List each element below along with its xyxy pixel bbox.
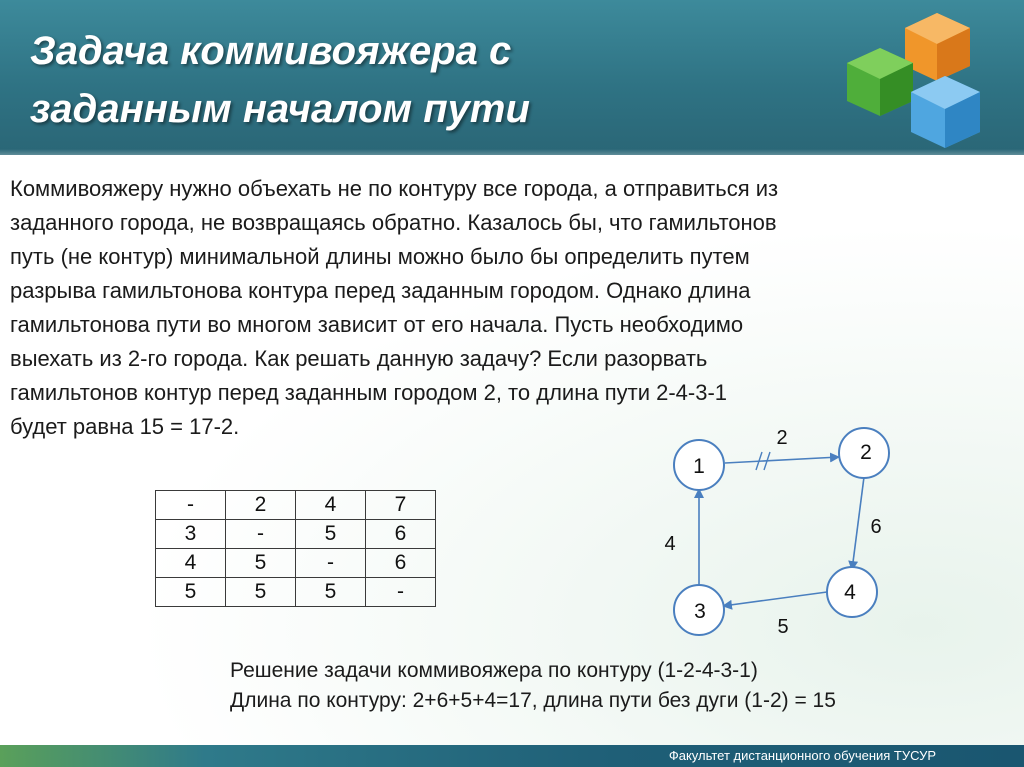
matrix-cell: - (366, 578, 436, 607)
solution-text (230, 656, 836, 716)
matrix-cell: - (226, 520, 296, 549)
solution-line-2: Длина по контуру: 2+6+5+4=17, длина пути без дуги (1-2) = 15 (230, 689, 836, 712)
footer-bar (0, 745, 1024, 767)
blue-cube-icon (911, 76, 980, 148)
matrix-row (156, 549, 436, 578)
orange-cube-icon (905, 13, 970, 81)
text-line: выехать из 2-го города. Как решать данную задачу? Если разорвать (10, 346, 708, 371)
text-line: разрыва гамильтонова контура перед заданным городом. Однако длина (10, 278, 751, 303)
problem-text (10, 172, 1010, 444)
matrix-cell: 6 (366, 520, 436, 549)
matrix-cell: 5 (226, 549, 296, 578)
node-label: 2 (860, 441, 872, 464)
text-line: заданного города, не возвращаясь обратно. Казалось бы, что гамильтонов (10, 210, 777, 235)
matrix-cell: 6 (366, 549, 436, 578)
edge-2-4 (852, 477, 864, 570)
matrix-cell: 4 (296, 491, 366, 520)
distance-matrix (155, 490, 436, 607)
matrix-row (156, 520, 436, 549)
matrix-cell: 5 (226, 578, 296, 607)
matrix-cell: 3 (156, 520, 226, 549)
title-line-2: заданным началом пути (30, 87, 530, 131)
text-line: гамильтонова пути во многом зависит от его начала. Пусть необходимо (10, 312, 744, 337)
edge-weight: 6 (870, 516, 882, 538)
matrix-cell: 5 (156, 578, 226, 607)
matrix-cell: 5 (296, 520, 366, 549)
matrix-cell: - (296, 549, 366, 578)
text-line: гамильтонов контур перед заданным городом 2, то длина пути 2-4-3-1 (10, 380, 728, 405)
text-line: будет равна 15 = 17-2. (10, 414, 240, 439)
edge-weight: 2 (776, 427, 788, 449)
node-label: 3 (694, 600, 706, 623)
matrix-cell: 5 (296, 578, 366, 607)
edge-weight: 4 (664, 533, 676, 555)
matrix-cell: - (156, 491, 226, 520)
text-line: путь (не контур) минимальной длины можно было бы определить путем (10, 244, 750, 269)
cubes-logo-icon (835, 8, 1020, 153)
edge-weight: 5 (777, 616, 789, 638)
matrix-row (156, 491, 436, 520)
edge-1-2 (725, 457, 839, 463)
edge-4-3 (723, 592, 827, 606)
route-graph (640, 420, 940, 650)
node-label: 1 (693, 455, 705, 478)
matrix-cell: 2 (226, 491, 296, 520)
green-cube-icon (847, 48, 913, 116)
text-line: Коммивояжеру нужно объехать не по контуру все города, а отправиться из (10, 176, 779, 201)
matrix-cell: 7 (366, 491, 436, 520)
title-line-1: Задача коммивояжера с (30, 29, 512, 73)
matrix-row (156, 578, 436, 607)
matrix-cell: 4 (156, 549, 226, 578)
node-label: 4 (844, 581, 856, 604)
footer-text: Факультет дистанционного обучения ТУСУР (668, 748, 936, 763)
solution-line-1: Решение задачи коммивояжера по контуру (1-2-4-3-1) (230, 659, 758, 682)
slide-title (30, 22, 730, 138)
